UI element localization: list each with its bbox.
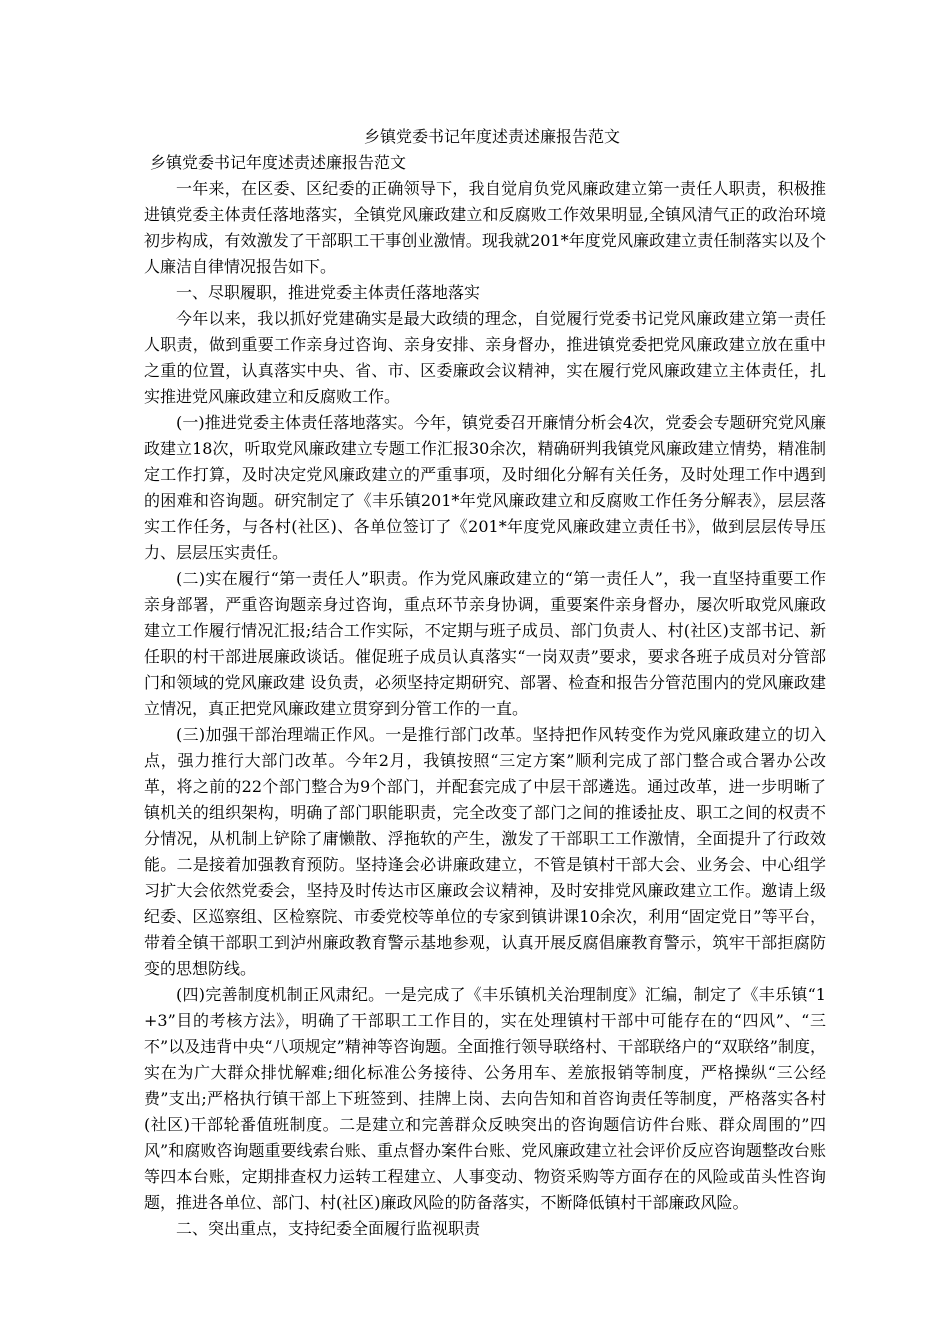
item-4-paragraph: (四)完善制度机制正风肃纪。一是完成了《丰乐镇机关治理制度》汇编，制定了《丰乐镇“1+3”目的考核方法》，明确了干部职工工作目的，实在处理镇村干部中可能存在的“四风”、“三不”以及违背中央“八项规定”精神等咨询题。全面推行领导联络村、干部联络户的“双联络”制度，实在为广大群众排忧解难;细化标准公务接待、公务用车、差旅报销等制度，严格操纵“三公经费”支出;严格执行镇干部上下班签到、挂牌上岗、去向告知和首咨询责任等制度，严格落实各村(社区)干部轮番值班制度。二是建立和完善群众反映突出的咨询题信访件台账、群众周围的”四风”和腐败咨询题重要线索台账、重点督办案件台账、党风廉政建立社会评价反应咨询题整改台账等四本台账，定期排查权力运转工程建立、人事变动、物资采购等方面存在的风险或苗头性咨询题，推进各单位、部门、村(社区)廉政风险的防备落实，不断降低镇村干部廉政风险。 (144, 985, 826, 1212)
item-1-paragraph: (一)推进党委主体责任落地落实。今年，镇党委召开廉情分析会4次，党委会专题研究党风廉政建立18次，听取党风廉政建立专题工作汇报30余次，精确研判我镇党风廉政建立情势，精准制定工作打算，及时决定党风廉政建立的严重事项，及时细化分解有关任务，及时处理工作中遇到的困难和咨询题。研究制定了《丰乐镇201*年党风廉政建立和反腐败工作任务分解表》，层层落实工作任务，与各村(社区)、各单位签订了《201*年度党风廉政建立责任书》，做到层层传导压力、层层压实责任。 (144, 413, 826, 562)
section1-intro-paragraph: 今年以来，我以抓好党建确实是最大政绩的理念，自觉履行党委书记党风廉政建立第一责任人职责，做到重要工作亲身过咨询、亲身安排、亲身督办，推进镇党委把党风廉政建立放在重中之重的位置，认真落实中央、省、市、区委廉政会议精神，实在履行党风廉政建立主体责任，扎实推进党风廉政建立和反腐败工作。 (144, 309, 826, 406)
item-3-paragraph: (三)加强干部治理端正作风。一是推行部门改革。坚持把作风转变作为党风廉政建立的切入点，强力推行大部门改革。今年2月，我镇按照“三定方案”顺利完成了部门整合或合署办公改革，将之前的22个部门整合为9个部门，并配套完成了中层干部遴选。通过改革，进一步明晰了镇机关的组织架构，明确了部门职能职责，完全改变了部门之间的推诿扯皮、职工之间的权责不分情况，从机制上铲除了庸懒散、浮拖软的产生，激发了干部职工工作激情，全面提升了行政效能。二是接着加强教育预防。坚持逢会必讲廉政建立，不管是镇村干部大会、业务会、中心组学习扩大会依然党委会，坚持及时传达市区廉政会议精神，及时安排党风廉政建立工作。邀请上级纪委、区巡察组、区检察院、市委党校等单位的专家到镇讲课10余次，利用“固定党日”等平台，带着全镇干部职工到泸州廉政教育警示基地参观，认真开展反腐倡廉教育警示，筑牢干部拒腐防变的思想防线。 (144, 725, 826, 978)
section-heading-1: 一、尽职履职，推进党委主体责任落地落实 (176, 283, 481, 302)
document-title: 乡镇党委书记年度述责述廉报告范文 (363, 127, 620, 146)
item-2-paragraph: (二)实在履行“第一责任人”职责。作为党风廉政建立的“第一责任人”，我一直坚持重要工作亲身部署，严重咨询题亲身过咨询，重点环节亲身协调，重要案件亲身督办，屡次听取党风廉政建立工作履行情况汇报;结合工作实际，不定期与班子成员、部门负责人、村(社区)支部书记、新任职的村干部进展廉政谈话。催促班子成员认真落实“一岗双责”要求，要求各班子成员对分管部门和领域的党风廉政建 设负责，必须坚持定期研究、部署、检查和报告分管范围内的党风廉政建立情况，真正把党风廉政建立贯穿到分管工作的一直。 (144, 569, 826, 718)
intro-paragraph: 一年来，在区委、区纪委的正确领导下，我自觉肩负党风廉政建立第一责任人职责，积极推进镇党委主体责任落地落实，全镇党风廉政建立和反腐败工作效果明显,全镇风清气正的政治环境初步构成，有效激发了干部职工干事创业激情。现我就201*年度党风廉政建立责任制落实以及个人廉洁自律情况报告如下。 (144, 179, 826, 276)
document-page (144, 124, 826, 1242)
document-subtitle: 乡镇党委书记年度述责述廉报告范文 (150, 153, 407, 172)
section-heading-2: 二、突出重点，支持纪委全面履行监视职责 (176, 1219, 481, 1238)
